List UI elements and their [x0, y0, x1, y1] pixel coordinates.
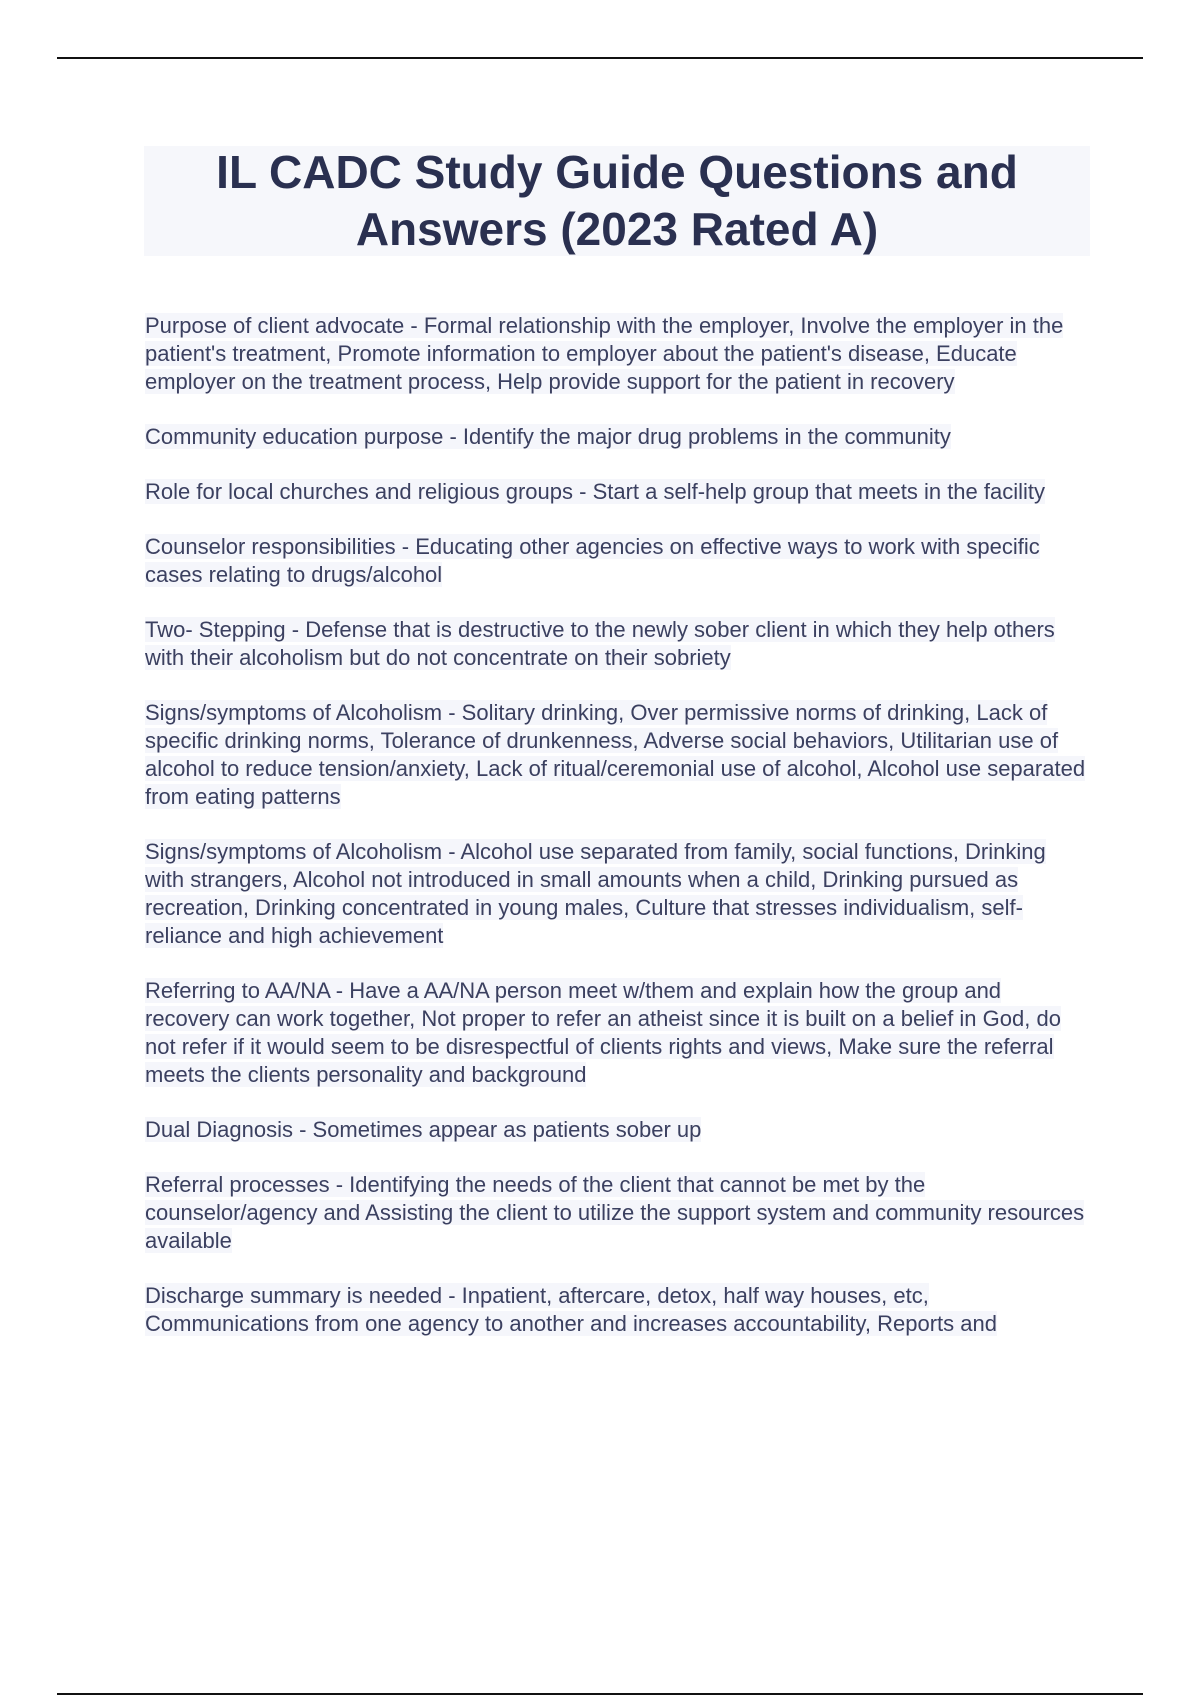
qa-item-client-advocate: Purpose of client advocate - Formal relationship with the employer, Involve the employer in the patient's treatment, Promote information to employer about the patient's disease, Educate employer on the treatment process, Help provide support for the patient in recovery: [145, 313, 1064, 394]
page-title: IL CADC Study Guide Questions and Answers (2023 Rated A): [216, 146, 1018, 255]
qa-item-referral-processes: Referral processes - Identifying the needs of the client that cannot be met by the counselor/agency and Assisting the client to utilize the support system and community resources available: [145, 1172, 1085, 1253]
qa-item-alcoholism-signs-2: Signs/symptoms of Alcoholism - Alcohol use separated from family, social functions, Drinking with strangers, Alcohol not introduced in small amounts when a child, Drinking pursued as recreation, Drinking concentrated in young males, Culture that stresses individualism, self-reliance and high achievement: [145, 839, 1046, 948]
qa-item-dual-diagnosis: Dual Diagnosis - Sometimes appear as patients sober up: [145, 1117, 702, 1142]
qa-item-counselor-responsibilities: Counselor responsibilities - Educating other agencies on effective ways to work with specific cases relating to drugs/alcohol: [145, 534, 1040, 587]
qa-item-referring-aa-na: Referring to AA/NA - Have a AA/NA person meet w/them and explain how the group and recovery can work together, Not proper to refer an atheist since it is built on a belief in God, do not refer if it would seem to be disrespectful of clients rights and views, Make sure the referral meets the clients personality and background: [145, 978, 1061, 1087]
qa-item-two-stepping: Two- Stepping - Defense that is destructive to the newly sober client in which they help others with their alcoholism but do not concentrate on their sobriety: [145, 617, 1055, 670]
bottom-rule: [57, 1693, 1143, 1695]
qa-item-alcoholism-signs-1: Signs/symptoms of Alcoholism - Solitary drinking, Over permissive norms of drinking, Lack of specific drinking norms, Tolerance of drunkenness, Adverse social behaviors, Utilitarian use of alcohol to reduce tension/anxiety, Lack of ritual/ceremonial use of alcohol, Alcohol use separated from eating patterns: [145, 700, 1086, 809]
qa-item-discharge-summary: Discharge summary is needed - Inpatient, aftercare, detox, half way houses, etc, Communications from one agency to another and increases accountability, Reports and: [145, 1283, 997, 1336]
qa-list: [145, 312, 1090, 1365]
qa-item-community-education: Community education purpose - Identify the major drug problems in the community: [145, 424, 951, 449]
qa-item-churches-role: Role for local churches and religious groups - Start a self-help group that meets in the facility: [145, 479, 1046, 504]
top-rule: [57, 57, 1143, 59]
title-block: [144, 146, 1090, 256]
